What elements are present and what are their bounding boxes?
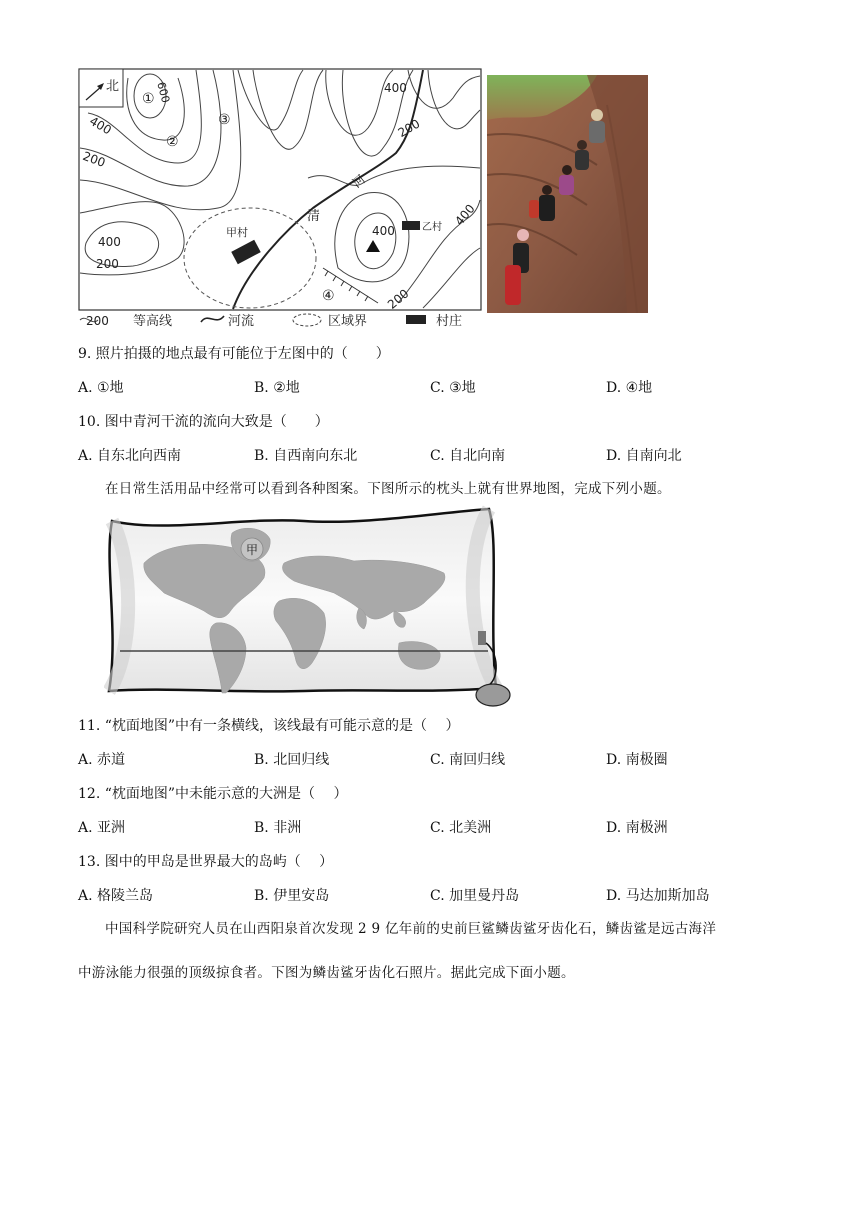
topographic-map [78, 68, 483, 333]
q12-option-b[interactable]: B. 非洲 [254, 820, 302, 836]
point-3-label: ③ [218, 112, 231, 128]
map-legend [80, 313, 462, 329]
intro-paragraph-shark-line1: 中国科学院研究人员在山西阳泉首次发现 2 9 亿年前的史前巨鲨鳞齿鲨牙齿化石，鳞齿鲨是远古海洋 [105, 921, 717, 937]
contour-label-400-ne: 400 [384, 81, 407, 95]
question-13-stem: 13. 图中的甲岛是世界最大的岛屿（ ） [78, 854, 334, 870]
q11-option-a[interactable]: A. 赤道 [78, 752, 126, 768]
q9-option-c[interactable]: C. ③地 [430, 380, 476, 396]
contour-label-400-sw: 400 [98, 235, 121, 249]
q13-option-c[interactable]: C. 加里曼丹岛 [430, 888, 520, 904]
pillow-tag-icon [478, 631, 486, 645]
q10-option-d[interactable]: D. 自南向北 [606, 448, 682, 464]
contour-label-200-w: 200 [80, 148, 108, 170]
point-1-label: ① [142, 91, 155, 107]
q11-option-b[interactable]: B. 北回归线 [254, 752, 330, 768]
intro-paragraph-pillow: 在日常生活用品中经常可以看到各种图案。下图所示的枕头上就有世界地图，完成下列小题。 [105, 481, 671, 497]
q12-option-a[interactable]: A. 亚洲 [78, 820, 126, 836]
contour-label-200-ne: 200 [395, 116, 423, 141]
pillow-corner-icon [476, 684, 510, 706]
village-a-label: 甲村 [226, 226, 248, 239]
q10-option-b[interactable]: B. 自西南向东北 [254, 448, 358, 464]
river-name-qing: 清 [307, 209, 321, 224]
q9-option-b[interactable]: B. ②地 [254, 380, 300, 396]
q12-option-c[interactable]: C. 北美洲 [430, 820, 492, 836]
question-12-stem: 12. “枕面地图”中未能示意的大洲是（ ） [78, 786, 348, 802]
q11-option-d[interactable]: D. 南极圈 [606, 752, 668, 768]
intro-paragraph-shark-line2: 中游泳能力很强的顶级掠食者。下图为鳞齿鲨牙齿化石照片。据此完成下面小题。 [78, 965, 575, 981]
q9-option-a[interactable]: A. ①地 [78, 380, 124, 396]
point-4-label: ④ [322, 288, 335, 304]
q13-option-d[interactable]: D. 马达加斯加岛 [606, 888, 710, 904]
q13-option-a[interactable]: A. 格陵兰岛 [78, 888, 154, 904]
legend-contour-label: 等高线 [133, 314, 173, 329]
legend-village-label: 村庄 [436, 314, 463, 329]
question-11-stem: 11. “枕面地图”中有一条横线，该线最有可能示意的是（ ） [78, 718, 460, 734]
q9-option-d[interactable]: D. ④地 [606, 380, 653, 396]
q12-option-d[interactable]: D. 南极洲 [606, 820, 668, 836]
legend-region-label: 区域界 [328, 314, 368, 329]
island-jia-label: 甲 [246, 543, 259, 557]
contour-label-400-hill: 400 [372, 224, 395, 238]
point-2-label: ② [166, 134, 179, 150]
contour-label-200-sw: 200 [96, 257, 119, 271]
cliff-climbing-photo [487, 75, 648, 313]
question-10-stem: 10. 图中青河干流的流向大致是（ ） [78, 414, 329, 430]
contour-label-600: 600 [154, 80, 173, 105]
q10-option-a[interactable]: A. 自东北向西南 [78, 448, 182, 464]
river-name-he: 河 [349, 172, 368, 191]
contour-label-200-se: 200 [384, 286, 412, 312]
village-b-label: 乙村 [422, 222, 442, 233]
q10-option-c[interactable]: C. 自北向南 [430, 448, 506, 464]
q13-option-b[interactable]: B. 伊里安岛 [254, 888, 330, 904]
contour-label-400-nw: 400 [87, 113, 114, 138]
q11-option-c[interactable]: C. 南回归线 [430, 752, 506, 768]
pillow-world-map [104, 503, 516, 708]
north-label: 北 [106, 79, 120, 94]
village-b-icon [402, 221, 420, 230]
legend-river-label: 河流 [228, 314, 255, 329]
question-9-stem: 9. 照片拍摄的地点最有可能位于左图中的（ ） [78, 346, 390, 362]
contour-label-400-e: 400 [452, 201, 478, 229]
legend-contour-value: 200 [86, 314, 109, 328]
